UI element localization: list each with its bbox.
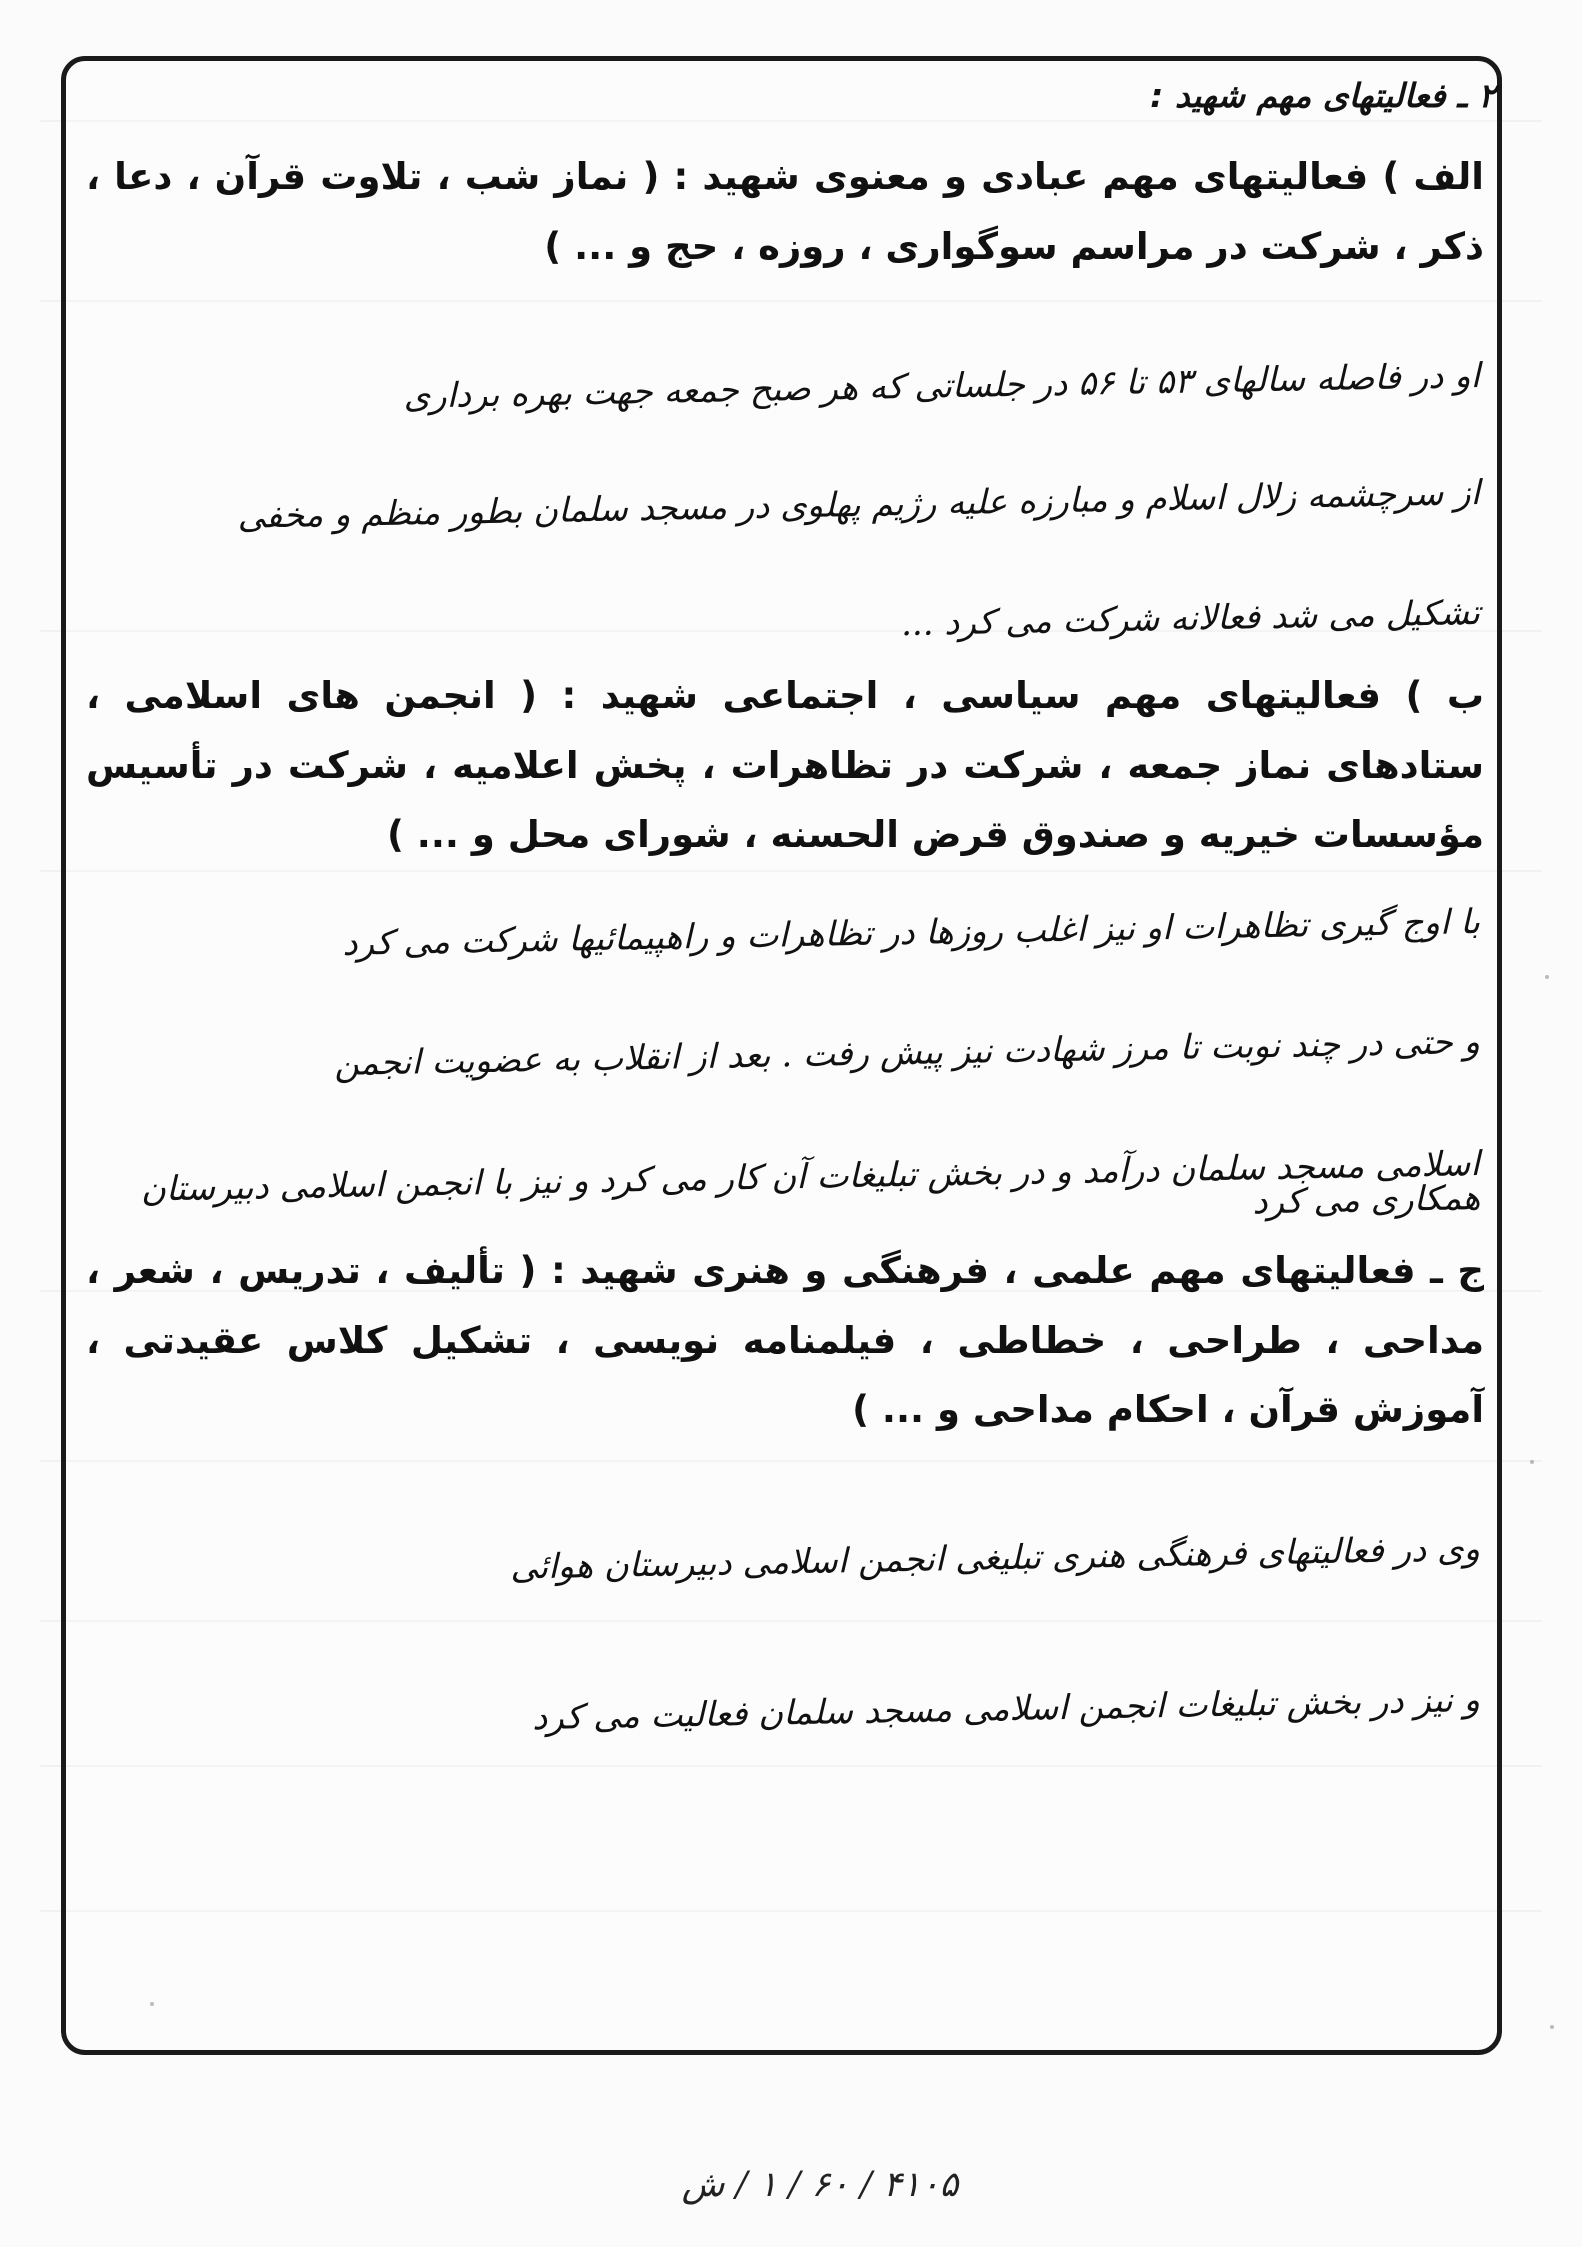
section-heading: ۲ ـ فعالیتهای مهم شهید :: [1150, 76, 1496, 115]
handwritten-line: اسلامی مسجد سلمان درآمد و در بخش تبلیغات آن کار می کرد و نیز با انجمن اسلامی دبیرستان همکاری می کرد: [140, 1144, 1481, 1223]
subsection-title-political-social: ب ) فعالیتهای مهم سیاسی ، اجتماعی شهید : ( انجمن های اسلامی ، ستادهای نماز جمعه ، شرکت در تظاهرات ، پخش اعلامیه ، شرکت در تأسیس مؤسسات خیریه و صندوق قرض الحسنه ، شورای محل و ... ): [86, 674, 1484, 857]
handwritten-line: از سرچشمه زلال اسلام و مبارزه علیه رژیم پهلوی در مسجد سلمان بطور منظم و مخفی: [237, 473, 1481, 537]
handwritten-line: با اوج گیری تظاهرات او نیز اغلب روزها در تظاهرات و راهپیمائیها شرکت می کرد: [342, 902, 1481, 964]
scan-speck: [1550, 2025, 1554, 2029]
handwritten-line: و حتی در چند نوبت تا مرز شهادت نیز پیش رفت . بعد از انقلاب به عضویت انجمن: [333, 1022, 1481, 1084]
handwritten-line: تشکیل می شد فعالانه شرکت می کرد ...: [900, 593, 1481, 645]
subsection-title-spiritual: الف ) فعالیتهای مهم عبادی و معنوی شهید : ( نماز شب ، تلاوت قرآن ، دعا ، ذکر ، شرکت در مراسم سوگواری ، روزه ، حج و ... ): [86, 155, 1484, 268]
handwritten-line: او در فاصله سالهای ۵۳ تا ۵۶ در جلساتی که هر صبح جمعه جهت بهره برداری: [403, 356, 1481, 417]
scan-speck: [1545, 975, 1549, 979]
handwritten-line: وی در فعالیتهای فرهنگی هنری تبلیغی انجمن اسلامی دبیرستان هوائی: [509, 1529, 1481, 1588]
document-code: ۴۱۰۵ / ۶۰ / ۱ / ش: [681, 2165, 959, 2205]
scan-speck: [150, 2002, 154, 2006]
subsection-title-scientific-cultural: ج ـ فعالیتهای مهم علمی ، فرهنگی و هنری شهید : ( تألیف ، تدریس ، شعر ، مداحی ، طراحی ، خطاطی ، فیلمنامه نویسی ، تشکیل کلاس عقیدتی ، آموزش قرآن ، احکام مداحی و ... ): [86, 1249, 1484, 1432]
scan-speck: [1530, 1460, 1534, 1464]
handwritten-line: و نیز در بخش تبلیغات انجمن اسلامی مسجد سلمان فعالیت می کرد: [531, 1680, 1481, 1739]
